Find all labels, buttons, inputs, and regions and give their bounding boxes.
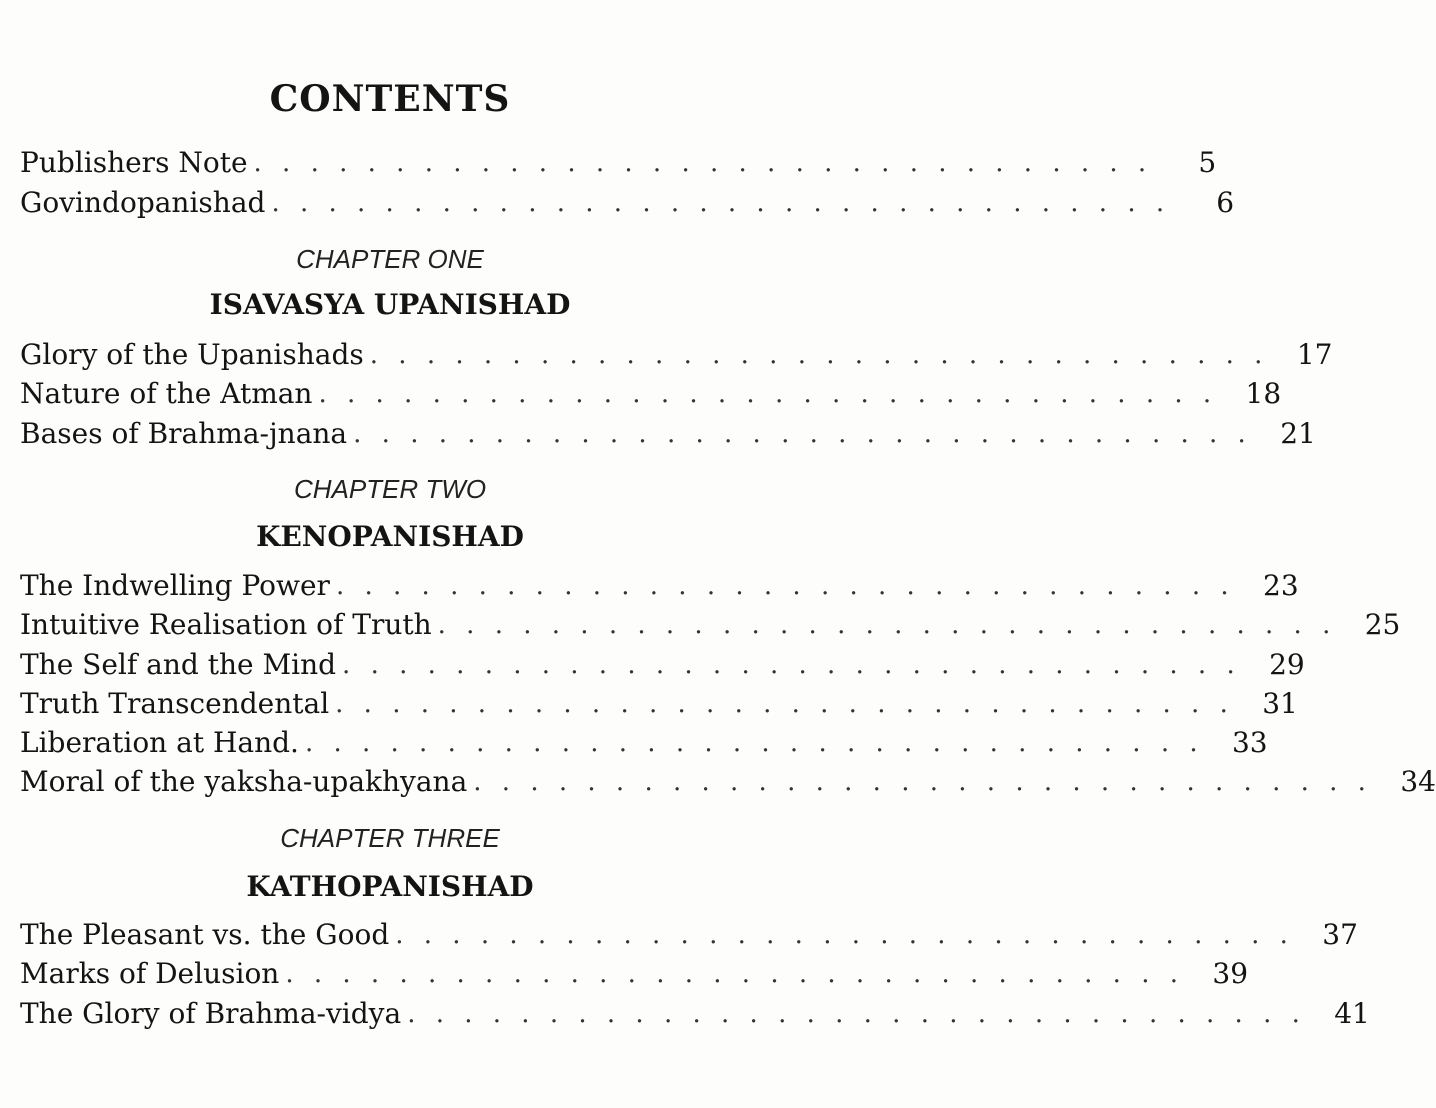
page-title: CONTENTS — [269, 78, 511, 120]
toc-entry[interactable] — [20, 606, 1401, 644]
toc-entry[interactable] — [20, 184, 1235, 222]
entry-label: Truth Transcendental — [20, 687, 330, 720]
entry-page-number: 34 — [1400, 765, 1436, 798]
dot-leader: . . . . . . . . . . . . . . . . . . . . . . . . . . . . . . . . — [335, 689, 1234, 719]
entry-label: The Self and the Mind — [20, 648, 337, 681]
toc-entry[interactable] — [20, 567, 1299, 605]
toc-entry[interactable] — [20, 336, 1333, 374]
entry-page-number: 23 — [1263, 569, 1299, 602]
entry-label: The Glory of Brahma-vidya — [20, 997, 402, 1030]
entry-page-number: 5 — [1198, 146, 1217, 179]
chapter-heading: CHAPTER ONE — [296, 244, 484, 274]
chapter-heading: CHAPTER TWO — [293, 474, 487, 504]
dot-leader: . . . . . . . . . . . . . . . . . . . . . . . . . . . . . . . . — [473, 767, 1372, 797]
toc-entry[interactable] — [20, 375, 1282, 413]
toc-entry[interactable] — [20, 144, 1217, 182]
dot-leader: . . . . . . . . . . . . . . . . . . . . . . . . . . . . . . . . — [342, 650, 1241, 680]
toc-entry[interactable] — [20, 955, 1249, 993]
dot-leader: . . . . . . . . . . . . . . . . . . . . . . . . . . . . . . . . — [369, 340, 1269, 370]
entry-page-number: 39 — [1212, 957, 1249, 990]
entry-page-number: 6 — [1216, 186, 1235, 219]
section-title: KENOPANISHAD — [256, 520, 524, 553]
toc-entry[interactable] — [20, 685, 1298, 723]
dot-leader: . . . . . . . . . . . . . . . . . . . . . . . . . . . . . . . . — [253, 148, 1153, 178]
entry-page-number: 17 — [1296, 338, 1333, 371]
entry-label: Glory of the Upanishads — [20, 338, 364, 371]
toc-entry[interactable] — [20, 415, 1316, 453]
entry-label: Liberation at Hand. — [20, 726, 299, 759]
dot-leader: . . . . . . . . . . . . . . . . . . . . . . . . . . . . . . . . — [335, 571, 1235, 601]
section-title: KATHOPANISHAD — [246, 870, 534, 903]
entry-label: Moral of the yaksha-upakhyana — [20, 765, 468, 798]
entry-page-number: 25 — [1364, 608, 1401, 641]
entry-page-number: 37 — [1322, 918, 1358, 951]
toc-entry[interactable] — [20, 724, 1268, 762]
entry-page-number: 29 — [1269, 648, 1305, 681]
entry-label: Bases of Brahma-jnana — [20, 417, 348, 450]
dot-leader: . . . . . . . . . . . . . . . . . . . . . . . . . . . . . . . . — [271, 188, 1171, 218]
entry-label: Marks of Delusion — [20, 957, 280, 990]
entry-page-number: 41 — [1334, 997, 1370, 1030]
entry-label: Intuitive Realisation of Truth — [20, 608, 432, 641]
dot-leader: . . . . . . . . . . . . . . . . . . . . . . . . . . . . . . . . — [285, 959, 1185, 989]
entry-page-number: 21 — [1280, 417, 1316, 450]
toc-entry[interactable] — [20, 916, 1358, 954]
toc-entry[interactable] — [20, 646, 1305, 684]
entry-label: Publishers Note — [20, 146, 248, 179]
entry-page-number: 31 — [1262, 687, 1298, 720]
section-title: ISAVASYA UPANISHAD — [209, 288, 571, 321]
dot-leader: . . . . . . . . . . . . . . . . . . . . . . . . . . . . . . . . — [318, 379, 1218, 409]
dot-leader: . . . . . . . . . . . . . . . . . . . . . . . . . . . . . . . . — [407, 999, 1306, 1029]
entry-page-number: 33 — [1231, 726, 1268, 759]
entry-label: The Pleasant vs. the Good — [20, 918, 390, 951]
entry-label: Nature of the Atman — [20, 377, 313, 410]
chapter-heading: CHAPTER THREE — [280, 823, 500, 853]
dot-leader: . . . . . . . . . . . . . . . . . . . . . . . . . . . . . . . . — [304, 728, 1204, 758]
toc-entry[interactable] — [20, 995, 1370, 1033]
entry-page-number: 18 — [1245, 377, 1282, 410]
dot-leader: . . . . . . . . . . . . . . . . . . . . . . . . . . . . . . . . — [395, 920, 1294, 950]
toc-entry[interactable] — [20, 763, 1436, 801]
entry-label: Govindopanishad — [20, 186, 266, 219]
dot-leader: . . . . . . . . . . . . . . . . . . . . . . . . . . . . . . . . — [353, 419, 1252, 449]
dot-leader: . . . . . . . . . . . . . . . . . . . . . . . . . . . . . . . . — [437, 610, 1337, 640]
entry-label: The Indwelling Power — [20, 569, 330, 602]
